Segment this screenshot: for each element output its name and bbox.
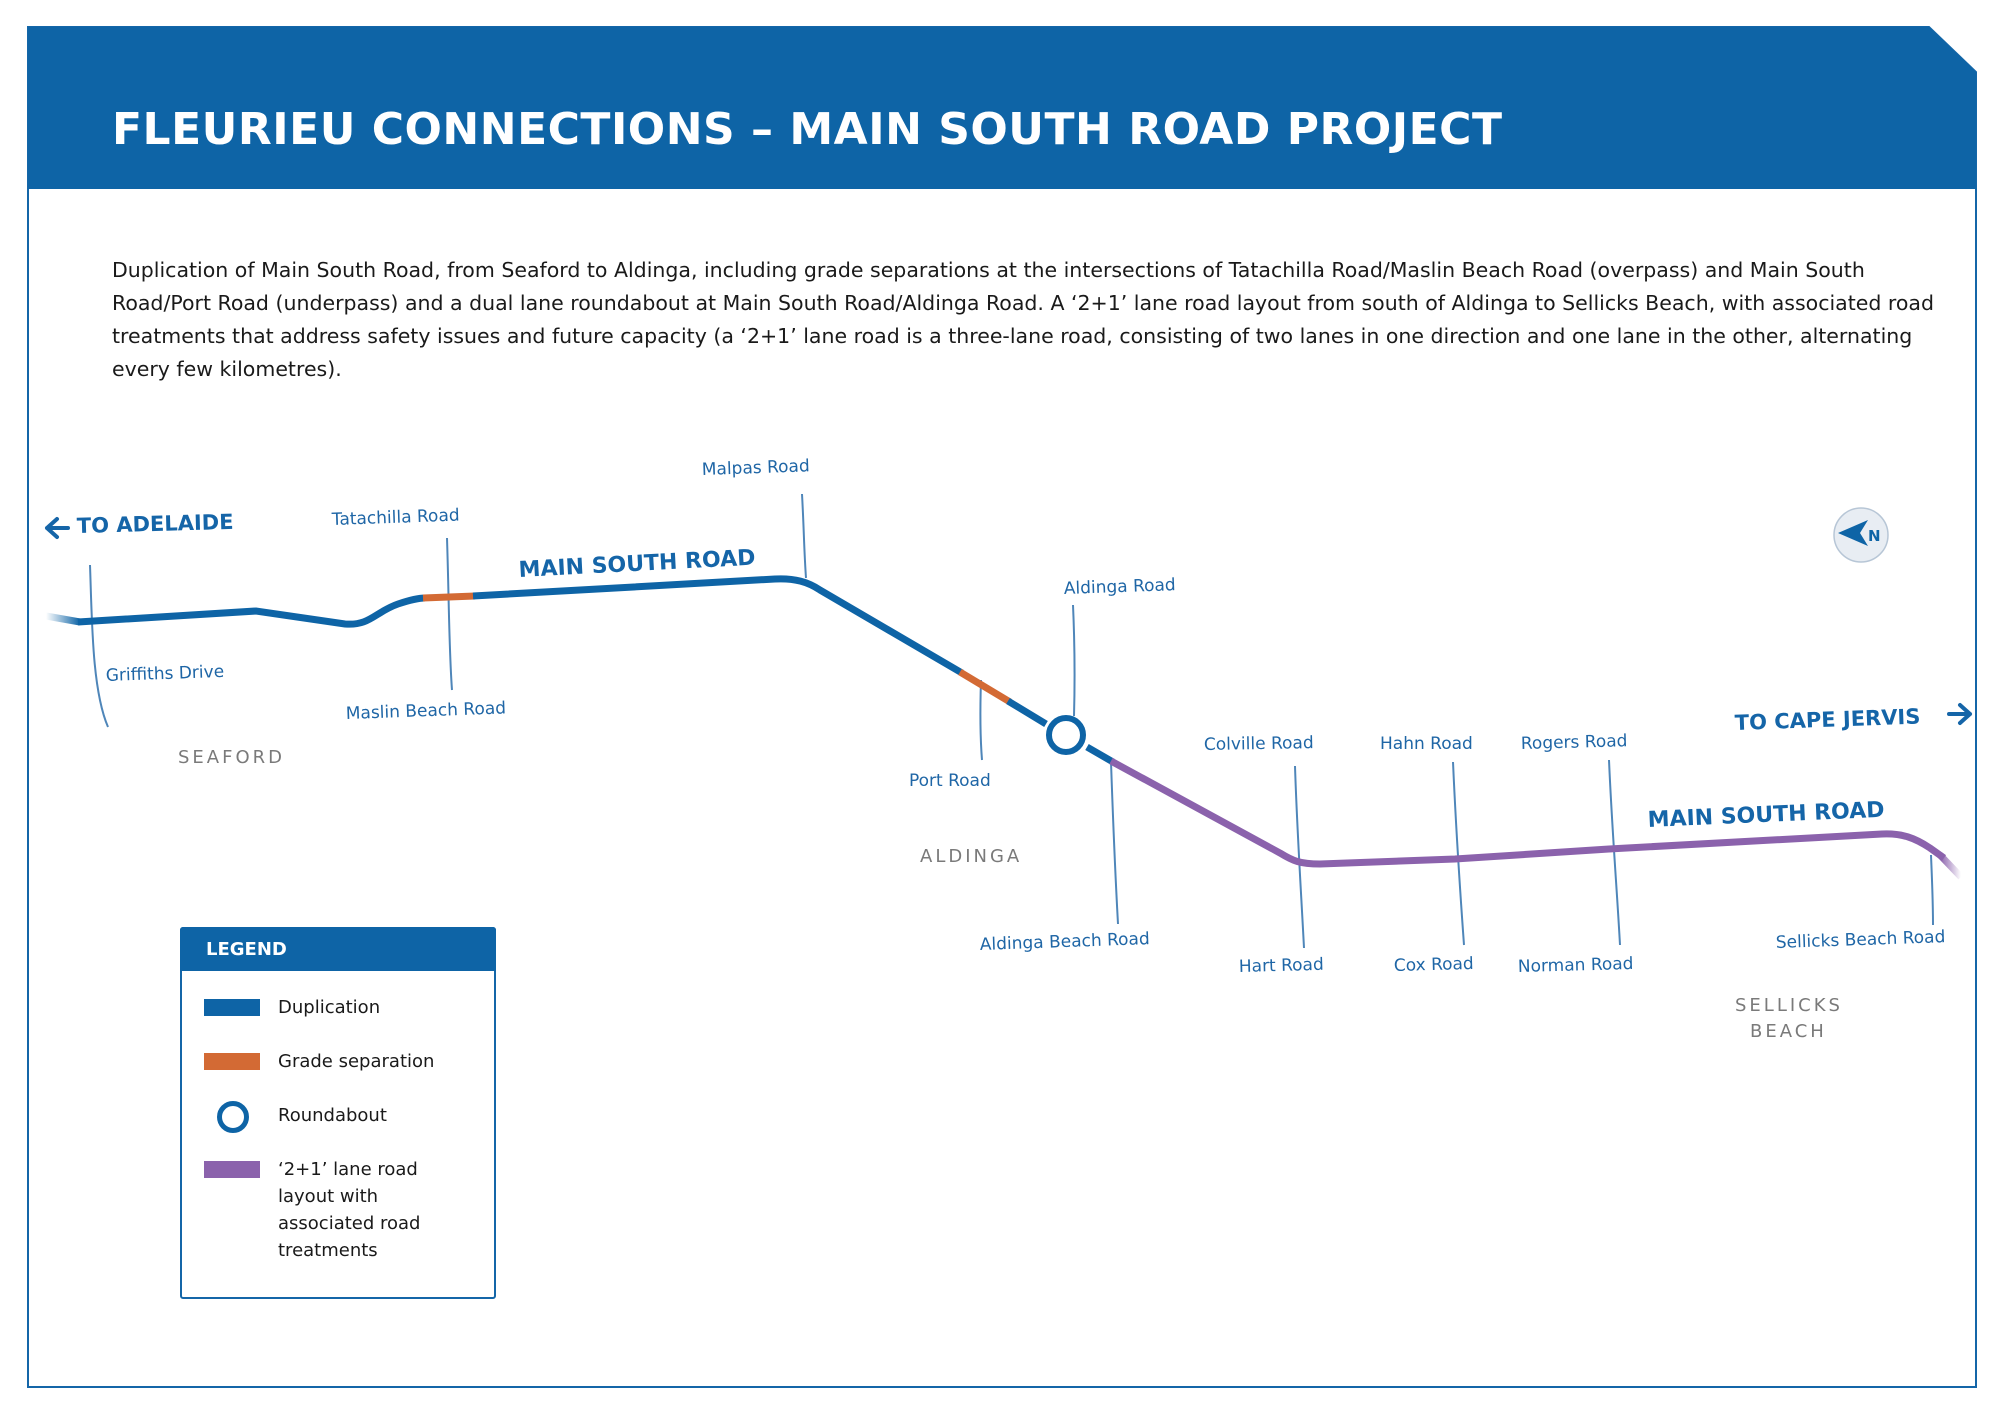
sellicks-town-label-line2: BEACH	[1750, 1021, 1827, 1042]
hahn-road-line	[1453, 762, 1464, 945]
rogers-road-label: Rogers Road	[1520, 731, 1628, 754]
left-arrow-icon	[47, 519, 68, 537]
malpas-road-label: Malpas Road	[701, 456, 811, 480]
aldinga-road-label: Aldinga Road	[1063, 575, 1177, 599]
maslin-beach-road-label: Maslin Beach Road	[345, 698, 507, 724]
sellicks-town-label-line1: SELLICKS	[1735, 995, 1843, 1016]
roundabout-icon	[217, 1101, 249, 1133]
legend-label-duplication: Duplication	[278, 997, 381, 1018]
port-road-label: Port Road	[909, 771, 991, 791]
sellicks-beach-road-label: Sellicks Beach Road	[1775, 927, 1946, 953]
route-grade-separation-tatachilla	[423, 596, 475, 598]
route-fade-south	[1940, 855, 1961, 877]
right-arrow-icon	[1949, 705, 1970, 723]
seaford-town-label: SEAFORD	[178, 747, 286, 768]
route-grade-separation-port-road	[960, 672, 1010, 702]
to-cape-jervis-label: TO CAPE JERVIS	[1734, 704, 1921, 735]
page-title: FLEURIEU CONNECTIONS – MAIN SOUTH ROAD PROJECT	[112, 104, 1503, 155]
rogers-road-line	[1609, 760, 1620, 945]
to-adelaide-label: TO ADELAIDE	[76, 509, 234, 538]
project-description: Duplication of Main South Road, from Seaford to Aldinga, including grade separations at the intersections of Tatachilla Road/Maslin Beach Road (overpass) and Main South Road/Port Road (underpass) and a dual lane roundabout at Main South Road/Aldinga Road. A ‘2+1’ lane road layout from south of Aldinga to Sellicks Beach, with associated road treatments that address safety issues and future capacity (a ‘2+1’ lane road is a three-lane road, consisting of two lanes in one direction and one lane in the other, alternating every few kilometres).	[112, 258, 1934, 381]
route-duplication-middle	[473, 579, 962, 673]
main-south-road	[46, 579, 1961, 877]
hahn-road-label: Hahn Road	[1380, 734, 1473, 754]
aldinga-road-line	[1073, 605, 1075, 716]
route-duplication-north	[78, 598, 425, 624]
hart-road-label: Hart Road	[1238, 954, 1325, 977]
duplication-swatch	[204, 999, 260, 1016]
roundabout-marker	[1049, 718, 1083, 752]
two-plus-one-swatch	[204, 1161, 260, 1178]
cox-road-label: Cox Road	[1393, 953, 1474, 976]
colville-road-line	[1295, 766, 1304, 948]
sellicks-beach-road-line	[1931, 855, 1933, 925]
legend-label-grade-separation: Grade separation	[278, 1051, 435, 1072]
legend-header	[180, 927, 496, 971]
tatachilla-road-line	[447, 538, 452, 690]
legend-label-roundabout: Roundabout	[278, 1105, 387, 1126]
norman-road-label: Norman Road	[1517, 953, 1634, 977]
to-cape-jervis-marker	[1734, 705, 1970, 735]
grade-separation-swatch	[204, 1053, 260, 1070]
griffiths-drive-label: Griffiths Drive	[105, 661, 225, 686]
port-road-line	[980, 680, 982, 760]
aldinga-town-label: ALDINGA	[920, 846, 1023, 867]
aldinga-beach-road-line	[1111, 762, 1118, 924]
to-adelaide-marker	[47, 510, 234, 538]
aldinga-beach-road-label: Aldinga Beach Road	[979, 929, 1151, 955]
main-south-road-label-north: MAIN SOUTH ROAD	[518, 545, 757, 583]
legend-label-two-plus-one: ‘2+1’ lane road layout with associated road treatments	[278, 1159, 421, 1261]
compass-label: N	[1868, 527, 1881, 545]
colville-road-label: Colville Road	[1203, 733, 1314, 755]
main-south-road-label-south: MAIN SOUTH ROAD	[1647, 797, 1886, 833]
route-fade-north	[46, 616, 80, 622]
griffiths-drive-line	[90, 565, 108, 727]
legend-panel	[180, 927, 496, 1299]
legend-title: LEGEND	[206, 939, 287, 960]
malpas-road-line	[802, 494, 806, 578]
north-compass	[1834, 508, 1888, 562]
tatachilla-road-label: Tatachilla Road	[331, 505, 460, 530]
